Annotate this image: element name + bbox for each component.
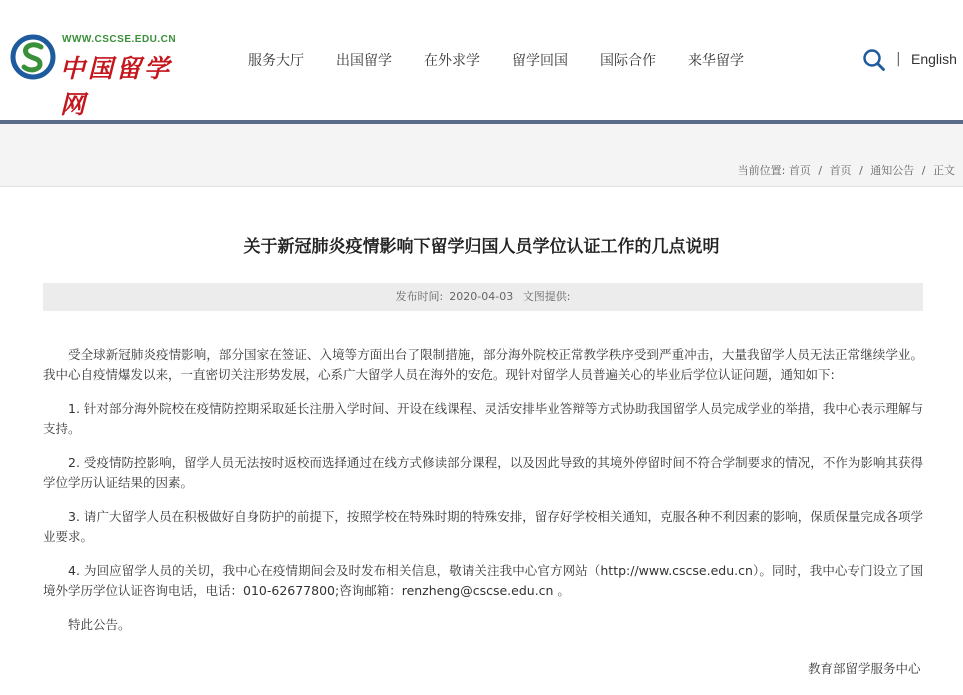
breadcrumb-separator: / <box>859 164 863 177</box>
source-label: 文图提供: <box>522 290 571 303</box>
paragraph-intro: 受全球新冠肺炎疫情影响，部分国家在签证、入境等方面出台了限制措施，部分海外院校正常教学秩序受到严重冲击，大量我留学人员无法正常继续学业。我中心自疫情爆发以来，一直密切关注形势发展，心系广大留学人员在海外的安危。现针对留学人员普遍关心的毕业后学位认证问题，通知如下: <box>43 347 923 382</box>
nav-item-study-in-china[interactable]: 来华留学 <box>688 53 744 69</box>
article-meta <box>43 283 923 311</box>
breadcrumb-notices[interactable]: 通知公告 <box>870 164 915 177</box>
nav-item-service-hall[interactable]: 服务大厅 <box>248 53 304 69</box>
breadcrumb-bar <box>0 124 963 187</box>
nav-item-international-cooperation[interactable]: 国际合作 <box>600 53 656 69</box>
publish-date: 2020-04-03 <box>449 290 514 303</box>
breadcrumb-home-1[interactable]: 首页 <box>788 164 811 177</box>
breadcrumb-label: 当前位置: <box>737 164 786 177</box>
article-title: 关于新冠肺炎疫情影响下留学归国人员学位认证工作的几点说明 <box>243 237 720 257</box>
search-icon[interactable] <box>862 48 886 72</box>
cscse-logo-icon <box>10 34 56 80</box>
nav-item-returnees[interactable]: 留学回国 <box>512 53 568 69</box>
logo-name: 中国留学网 <box>60 54 173 119</box>
article-signature: 教育部留学服务中心 <box>808 661 921 676</box>
paragraph-closing: 特此公告。 <box>68 617 131 632</box>
breadcrumb-separator: / <box>818 164 823 177</box>
nav-item-studying-overseas[interactable]: 在外求学 <box>424 53 480 69</box>
header-separator: | <box>896 51 901 67</box>
logo-url: WWW.CSCSE.EDU.CN <box>62 34 177 45</box>
english-link[interactable]: English <box>911 51 957 67</box>
nav-item-study-abroad[interactable]: 出国留学 <box>336 53 392 69</box>
site-logo[interactable] <box>10 32 190 119</box>
paragraph-2: 2. 受疫情防控影响，留学人员无法按时返校而选择通过在线方式修读部分课程，以及因此导致的其境外停留时间不符合学制要求的情况，不作为影响其获得学位学历认证结果的因素。 <box>43 455 923 490</box>
breadcrumb-current: 正文 <box>933 164 955 177</box>
breadcrumb-home-2[interactable]: 首页 <box>829 164 852 177</box>
site-header <box>0 0 963 120</box>
main-nav <box>232 50 760 70</box>
paragraph-3: 3. 请广大留学人员在积极做好自身防护的前提下，按照学校在特殊时期的特殊安排，留存好学校相关通知，克服各种不利因素的影响，保质保量完成各项学业要求。 <box>43 509 923 544</box>
breadcrumb-separator: / <box>921 164 926 177</box>
date-label: 发布时间: <box>395 290 444 303</box>
article-body <box>43 345 923 649</box>
paragraph-1: 1. 针对部分海外院校在疫情防控期采取延长注册入学时间、开设在线课程、灵活安排毕业答辩等方式协助我国留学人员完成学业的举措，我中心表示理解与支持。 <box>43 401 923 436</box>
paragraph-4: 4. 为回应留学人员的关切，我中心在疫情期间会及时发布相关信息，敬请关注我中心官方网站（http://www.cscse.edu.cn）。同时，我中心专门设立了国境外学历学位认证咨询电话，电话：010-62677800;咨询邮箱：renzheng@cscse.edu.cn 。 <box>43 563 923 598</box>
breadcrumb <box>738 162 955 178</box>
